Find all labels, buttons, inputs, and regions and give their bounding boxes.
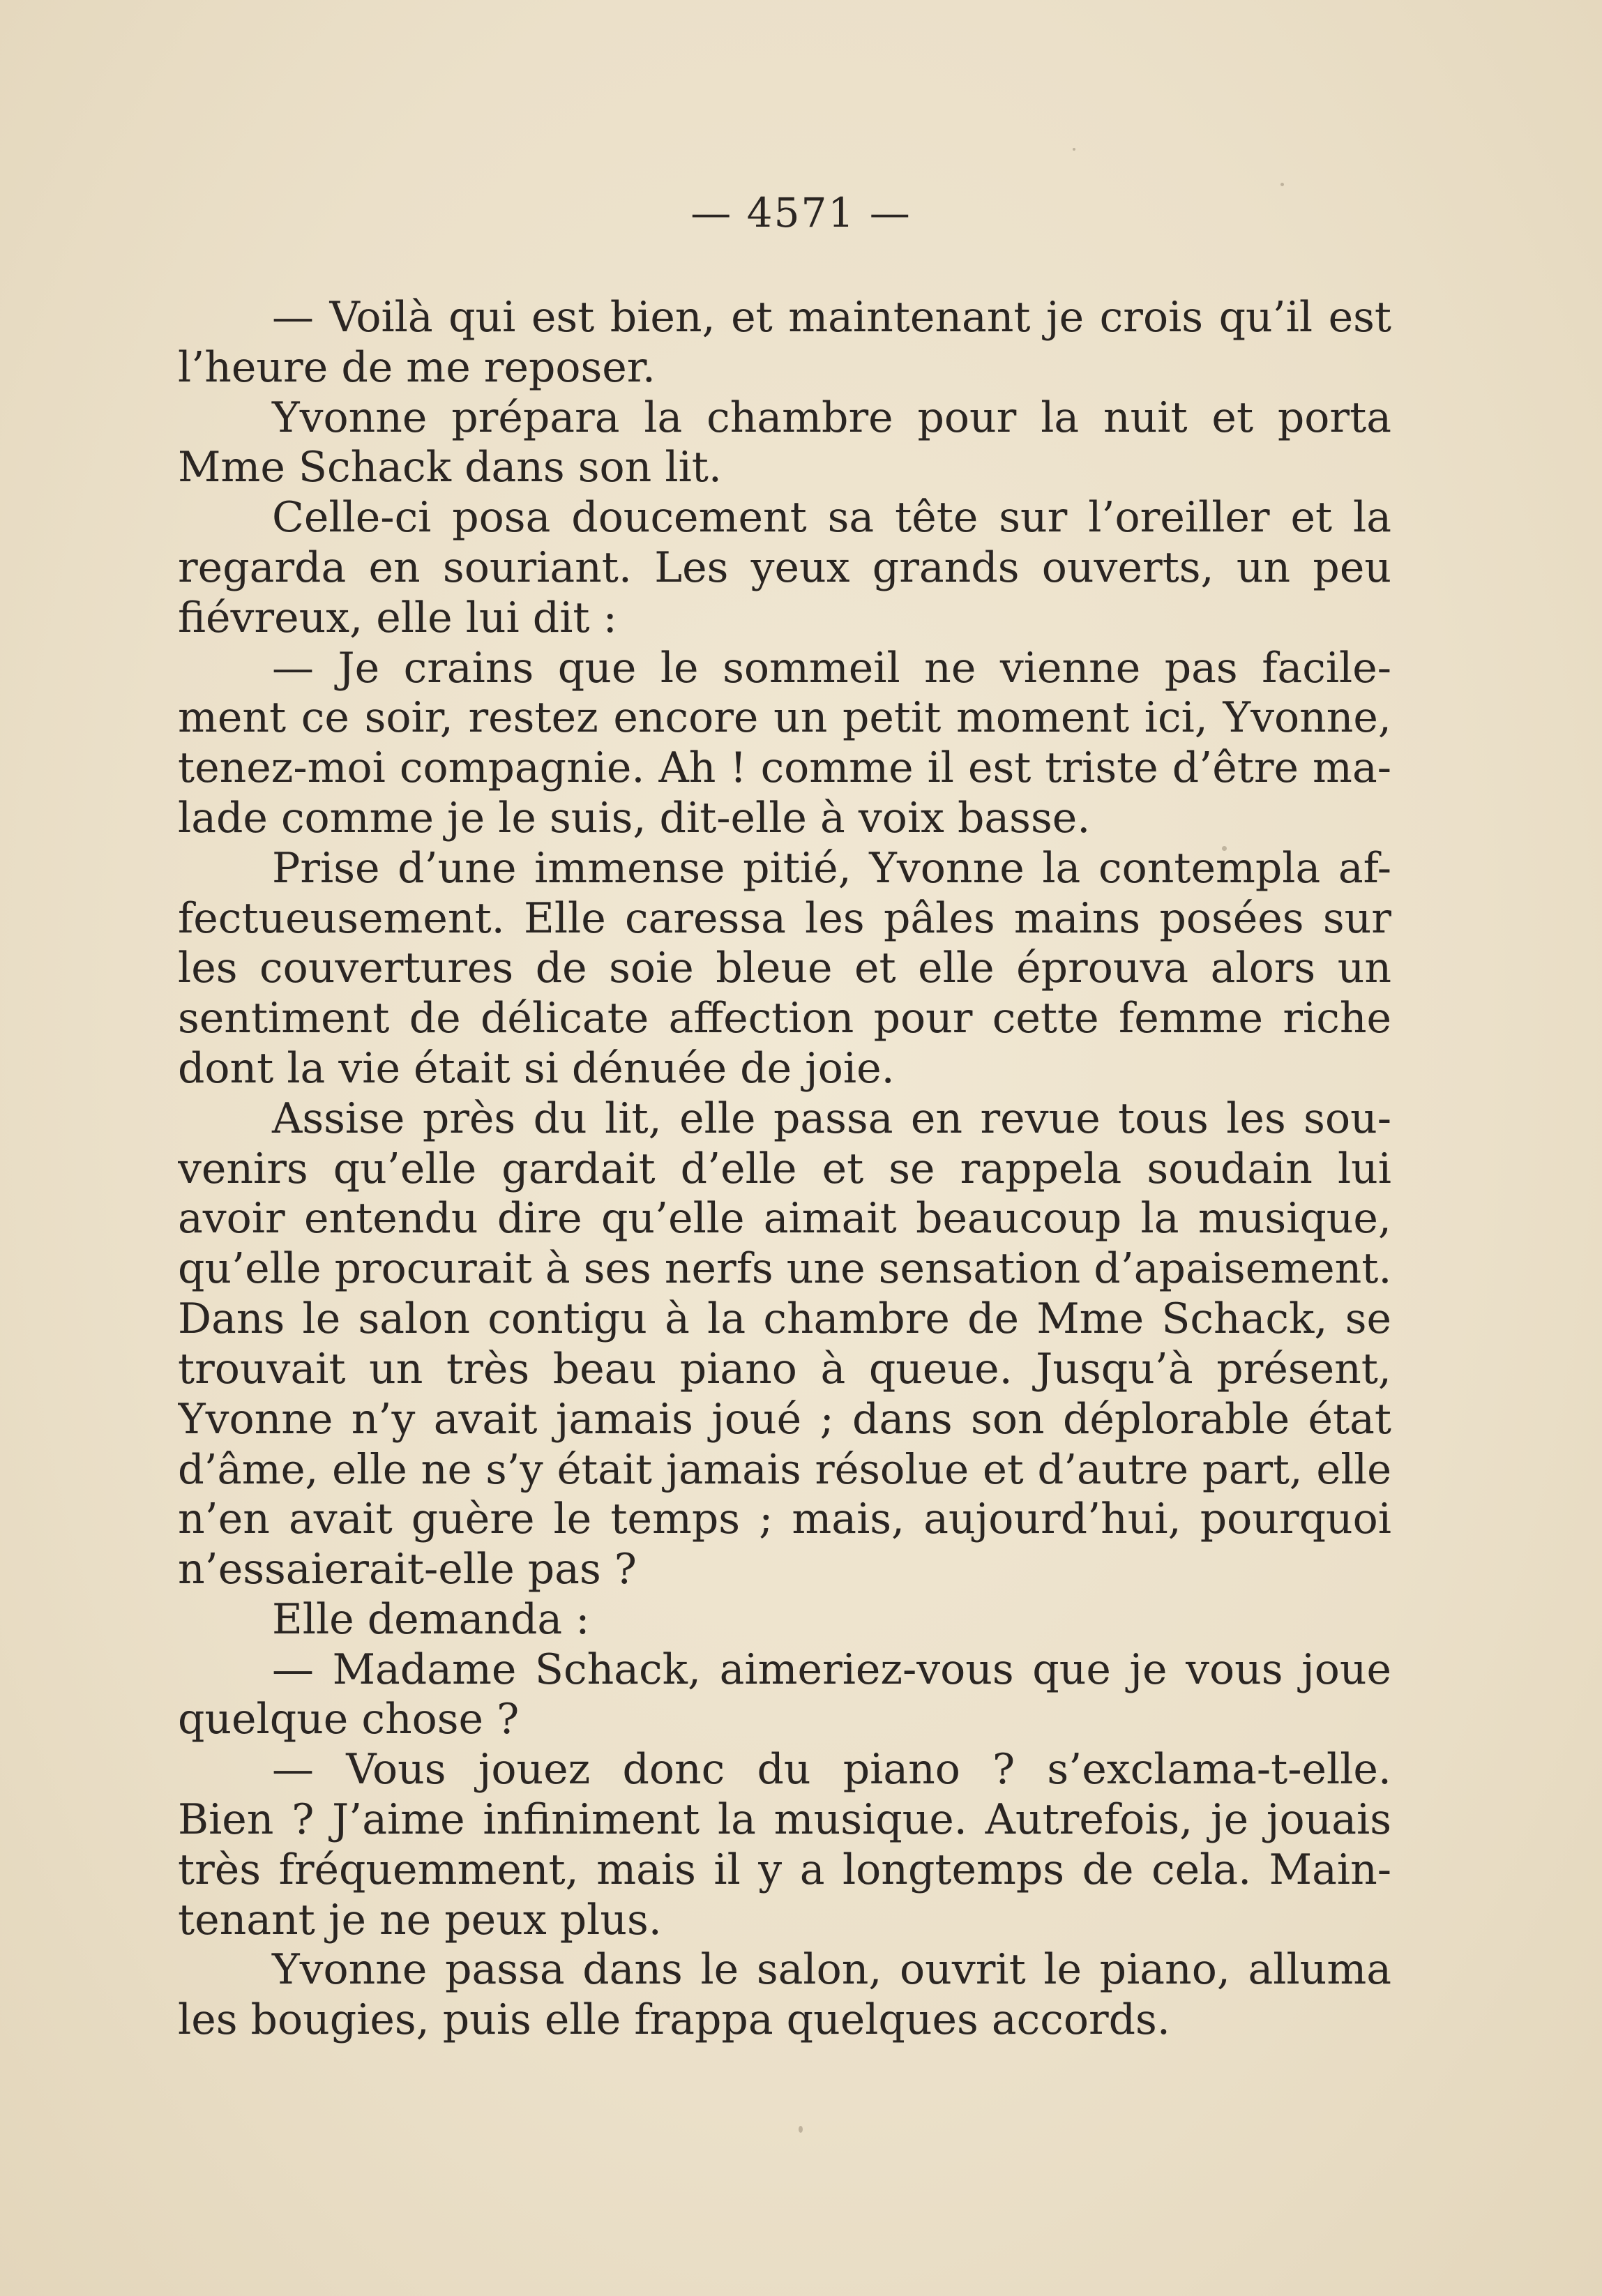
text-line: Bien ? J’aime infiniment la musique. Autrefois, je jouais [178,1795,1391,1844]
text-line: Prise d’une immense pitié, Yvonne la contempla af- [272,843,1391,893]
text-line: avoir entendu dire qu’elle aimait beaucoup la musique, [178,1194,1391,1244]
body-text [178,293,1391,2046]
text-line: venirs qu’elle gardait d’elle et se rappela soudain lui [178,1144,1391,1193]
text-line: les couvertures de soie bleue et elle éprouva alors un [178,944,1391,993]
text-line: lade comme je le suis, dit-elle à voix basse. [178,793,1091,843]
text-line: regarda en souriant. Les yeux grands ouverts, un peu [178,543,1391,592]
text-line: ment ce soir, restez encore un petit moment ici, Yvonne, [178,693,1391,743]
text-line: — Madame Schack, aimeriez-vous que je vous joue [272,1645,1391,1694]
text-line: — Je crains que le sommeil ne vienne pas facile- [272,643,1391,693]
text-line: les bougies, puis elle frappa quelques accords. [178,1995,1170,2045]
text-line: très fréquemment, mais il y a longtemps de cela. Main- [178,1845,1391,1894]
text-line: — Voilà qui est bien, et maintenant je crois qu’il est [272,293,1391,342]
text-line: dont la vie était si dénuée de joie. [178,1043,895,1093]
page-number: — 4571 — [690,189,912,236]
text-line: Yvonne passa dans le salon, ouvrit le piano, alluma [272,1945,1391,1995]
paper-speck [799,2126,803,2133]
text-line: fiévreux, elle lui dit : [178,593,617,642]
text-line: Celle-ci posa doucement sa tête sur l’oreiller et la [272,493,1391,543]
paper-speck [1073,148,1075,151]
text-line: sentiment de délicate affection pour cette femme riche [178,994,1391,1043]
text-line: l’heure de me reposer. [178,342,656,392]
text-line: trouvait un très beau piano à queue. Jusqu’à présent, [178,1344,1391,1394]
text-line: fectueusement. Elle caressa les pâles mains posées sur [178,893,1391,943]
text-line: Elle demanda : [272,1594,590,1644]
text-line: Mme Schack dans son lit. [178,443,722,492]
text-line: Yvonne prépara la chambre pour la nuit et porta [272,393,1391,442]
text-line: — Vous jouez donc du piano ? s’exclama-t-elle. [272,1745,1391,1795]
text-line: tenez-moi compagnie. Ah ! comme il est triste d’être ma- [178,743,1391,793]
text-line: d’âme, elle ne s’y était jamais résolue et d’autre part, elle [178,1445,1391,1494]
text-line: qu’elle procurait à ses nerfs une sensation d’apaisement. [178,1244,1391,1294]
text-line: quelque chose ? [178,1695,520,1744]
text-line: Assise près du lit, elle passa en revue tous les sou- [272,1094,1391,1143]
text-line: Dans le salon contigu à la chambre de Mme Schack, se [178,1294,1391,1343]
text-line: n’essaierait-elle pas ? [178,1544,637,1594]
text-line: Yvonne n’y avait jamais joué ; dans son déplorable état [178,1394,1391,1444]
text-line: tenant je ne peux plus. [178,1895,662,1944]
text-line: n’en avait guère le temps ; mais, aujourd’hui, pourquoi [178,1495,1391,1544]
